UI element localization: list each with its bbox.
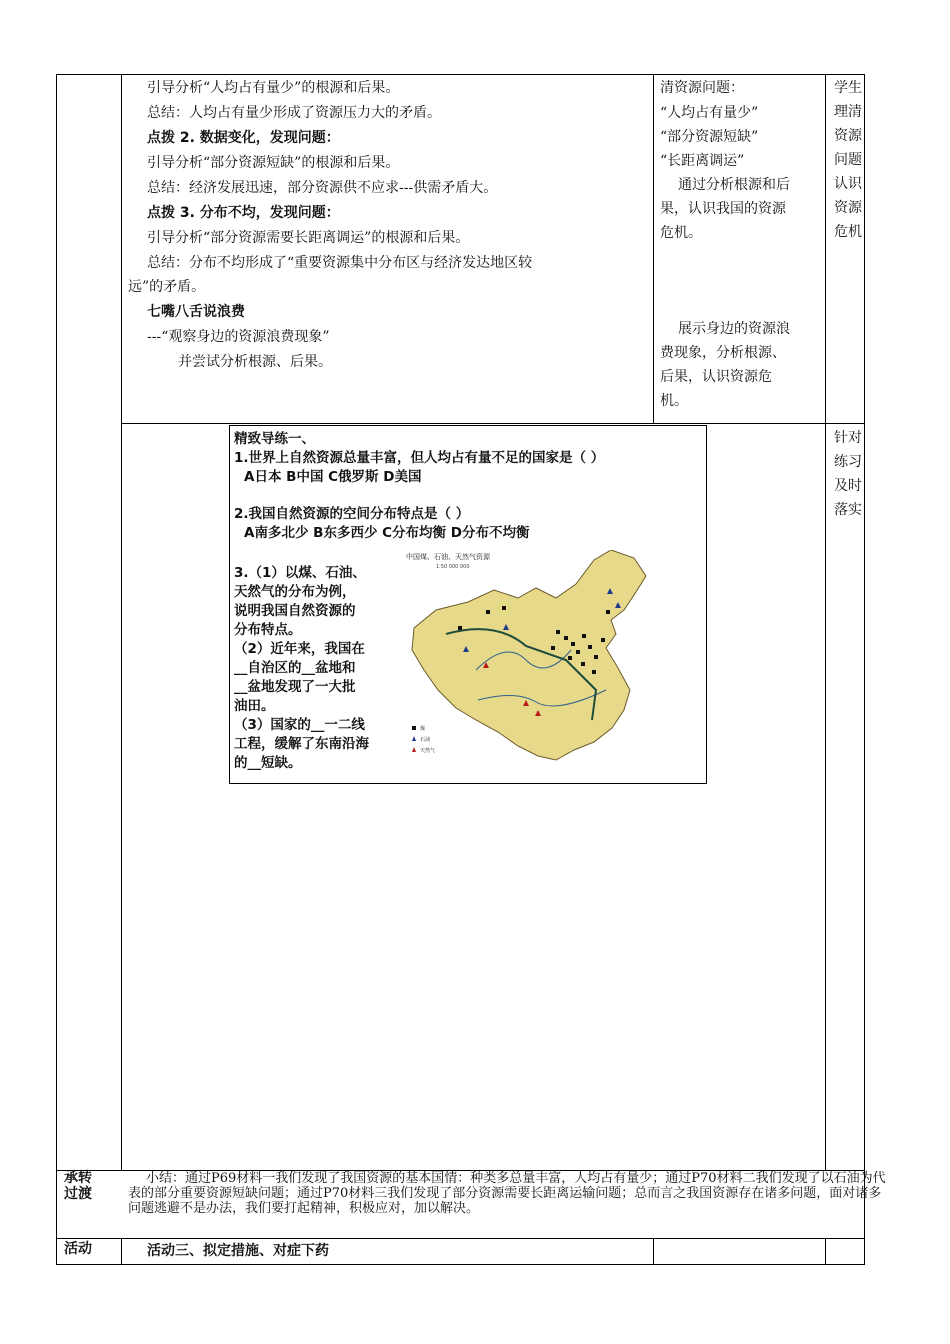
activity-label: 活动 xyxy=(64,1241,92,1257)
question-3 xyxy=(234,564,404,773)
label-text: 承转 xyxy=(64,1170,92,1186)
col3-line: 通过分析根源和后 xyxy=(678,177,790,193)
heading-waste: 七嘴八舌说浪费 xyxy=(147,304,245,320)
intent-text: 认识 xyxy=(834,176,862,192)
legend-coal: 煤 xyxy=(420,726,426,732)
col3-line: “人均占有量少” xyxy=(660,105,759,121)
col3-line: 展示身边的资源浪 xyxy=(678,321,790,337)
text-line-11: ---“观察身边的资源浪费现象” xyxy=(147,329,330,345)
exercise-title: 精致导练一、 xyxy=(234,431,315,447)
col3-line: 果，认识我国的资源 xyxy=(660,201,786,217)
col-divider-1b xyxy=(121,1238,122,1264)
table-border-top xyxy=(56,74,865,75)
intent-text: 问题 xyxy=(834,152,862,168)
col-divider-2 xyxy=(653,74,654,423)
text-line-5: 总结：经济发展迅速，部分资源供不应求---供需矛盾大。 xyxy=(147,180,498,196)
question-3-line: （2）近年来，我国在 xyxy=(234,641,365,657)
transition-label xyxy=(64,1170,104,1202)
question-3-line: 分布特点。 xyxy=(234,622,302,638)
question-2: 2.我国自然资源的空间分布特点是（ ） xyxy=(234,506,470,522)
question-3-line: （3）国家的__一二线 xyxy=(234,717,365,733)
question-3-line: __盆地发现了一大批 xyxy=(234,679,356,695)
table-border-right xyxy=(864,74,865,1264)
activity-three-title: 活动三、拟定措施、对症下药 xyxy=(147,1243,329,1259)
question-3-line: 3.（1）以煤、石油、 xyxy=(234,565,366,581)
text-line-9: 远”的矛盾。 xyxy=(128,279,206,295)
student-activity-cell xyxy=(660,76,820,413)
col3-line: “长距离调运” xyxy=(660,153,745,169)
col-divider-1 xyxy=(121,74,122,1170)
col3-line: 费现象，分析根源、 xyxy=(660,345,786,361)
question-3-line: 油田。 xyxy=(234,698,275,714)
legend-gas: 天然气 xyxy=(420,748,436,754)
col3-line: “部分资源短缺” xyxy=(660,129,759,145)
intent-text: 针对 xyxy=(834,430,862,446)
question-1: 1.世界上自然资源总量丰富，但人均占有量不足的国家是（ ） xyxy=(234,450,605,466)
question-2-options: A南多北少 B东多西少 C分布均衡 D分布不均衡 xyxy=(244,525,530,541)
intent-text: 资源 xyxy=(834,200,862,216)
question-3-line: 说明我国自然资源的 xyxy=(234,603,356,619)
intent-text: 落实 xyxy=(834,502,862,518)
summary-paragraph: 小结：通过P69材料一我们发现了我国资源的基本国情：种类多总量丰富，人均占有量少；通过P70材料二我们发现了以石油为代表的部分重要资源短缺问题；通过P70材料三我们发现了部分资源需要长距离运输问题；总而言之我国资源存在诸多问题，面对诸多问题逃避不是办法，我们要打起精神，积极应对，加以解决。 xyxy=(128,1171,886,1216)
intent-cell-bottom xyxy=(834,426,864,522)
text-line-1: 引导分析“人均占有量少”的根源和后果。 xyxy=(147,80,400,96)
china-resource-map xyxy=(406,550,696,775)
map-scale: 1:50 000 000 xyxy=(436,564,470,570)
exercise-box xyxy=(229,425,707,784)
question-3-line: __自治区的__盆地和 xyxy=(234,660,356,676)
question-1-options: A日本 B中国 C俄罗斯 D美国 xyxy=(244,469,422,485)
col3-line: 危机。 xyxy=(660,225,702,241)
legend-oil: 石油 xyxy=(420,737,431,743)
col3-line: 机。 xyxy=(660,393,688,409)
text-line-8: 总结：分布不均形成了“重要资源集中分布区与经济发达地区较 xyxy=(147,255,533,271)
intent-text: 学生 xyxy=(834,80,862,96)
question-3-line: 工程，缓解了东南沿海 xyxy=(234,736,369,752)
question-3-line: 天然气的分布为例， xyxy=(234,584,356,600)
row-divider-1 xyxy=(121,423,865,424)
intent-text: 及时 xyxy=(834,478,862,494)
intent-text: 练习 xyxy=(834,454,862,470)
text-line-2: 总结：人均占有量少形成了资源压力大的矛盾。 xyxy=(147,105,441,121)
intent-text: 危机 xyxy=(834,224,862,240)
col-divider-3 xyxy=(825,74,826,1170)
label-text: 过渡 xyxy=(64,1186,92,1202)
text-line-12: 并尝试分析根源、后果。 xyxy=(178,354,332,370)
col-divider-2b xyxy=(653,1238,654,1264)
col-divider-3b xyxy=(825,1238,826,1264)
map-legend xyxy=(412,725,435,754)
heading-point-2: 点拨 2. 数据变化，发现问题： xyxy=(147,130,340,146)
table-border-bottom xyxy=(56,1264,865,1265)
text-line-7: 引导分析“部分资源需要长距离调运”的根源和后果。 xyxy=(147,230,470,246)
question-3-line: 的__短缺。 xyxy=(234,755,302,771)
col3-line: 后果，认识资源危 xyxy=(660,369,772,385)
map-title: 中国煤、石油、天然气资源 xyxy=(406,553,490,561)
col3-line: 清资源问题： xyxy=(660,80,744,96)
row-divider-3 xyxy=(56,1238,865,1239)
intent-text: 资源 xyxy=(834,128,862,144)
table-border-left xyxy=(56,74,57,1264)
heading-point-3: 点拨 3. 分布不均，发现问题： xyxy=(147,205,340,221)
intent-text: 理清 xyxy=(834,104,862,120)
text-line-4: 引导分析“部分资源短缺”的根源和后果。 xyxy=(147,155,400,171)
intent-cell-top xyxy=(834,76,864,244)
china-outline xyxy=(412,550,646,760)
